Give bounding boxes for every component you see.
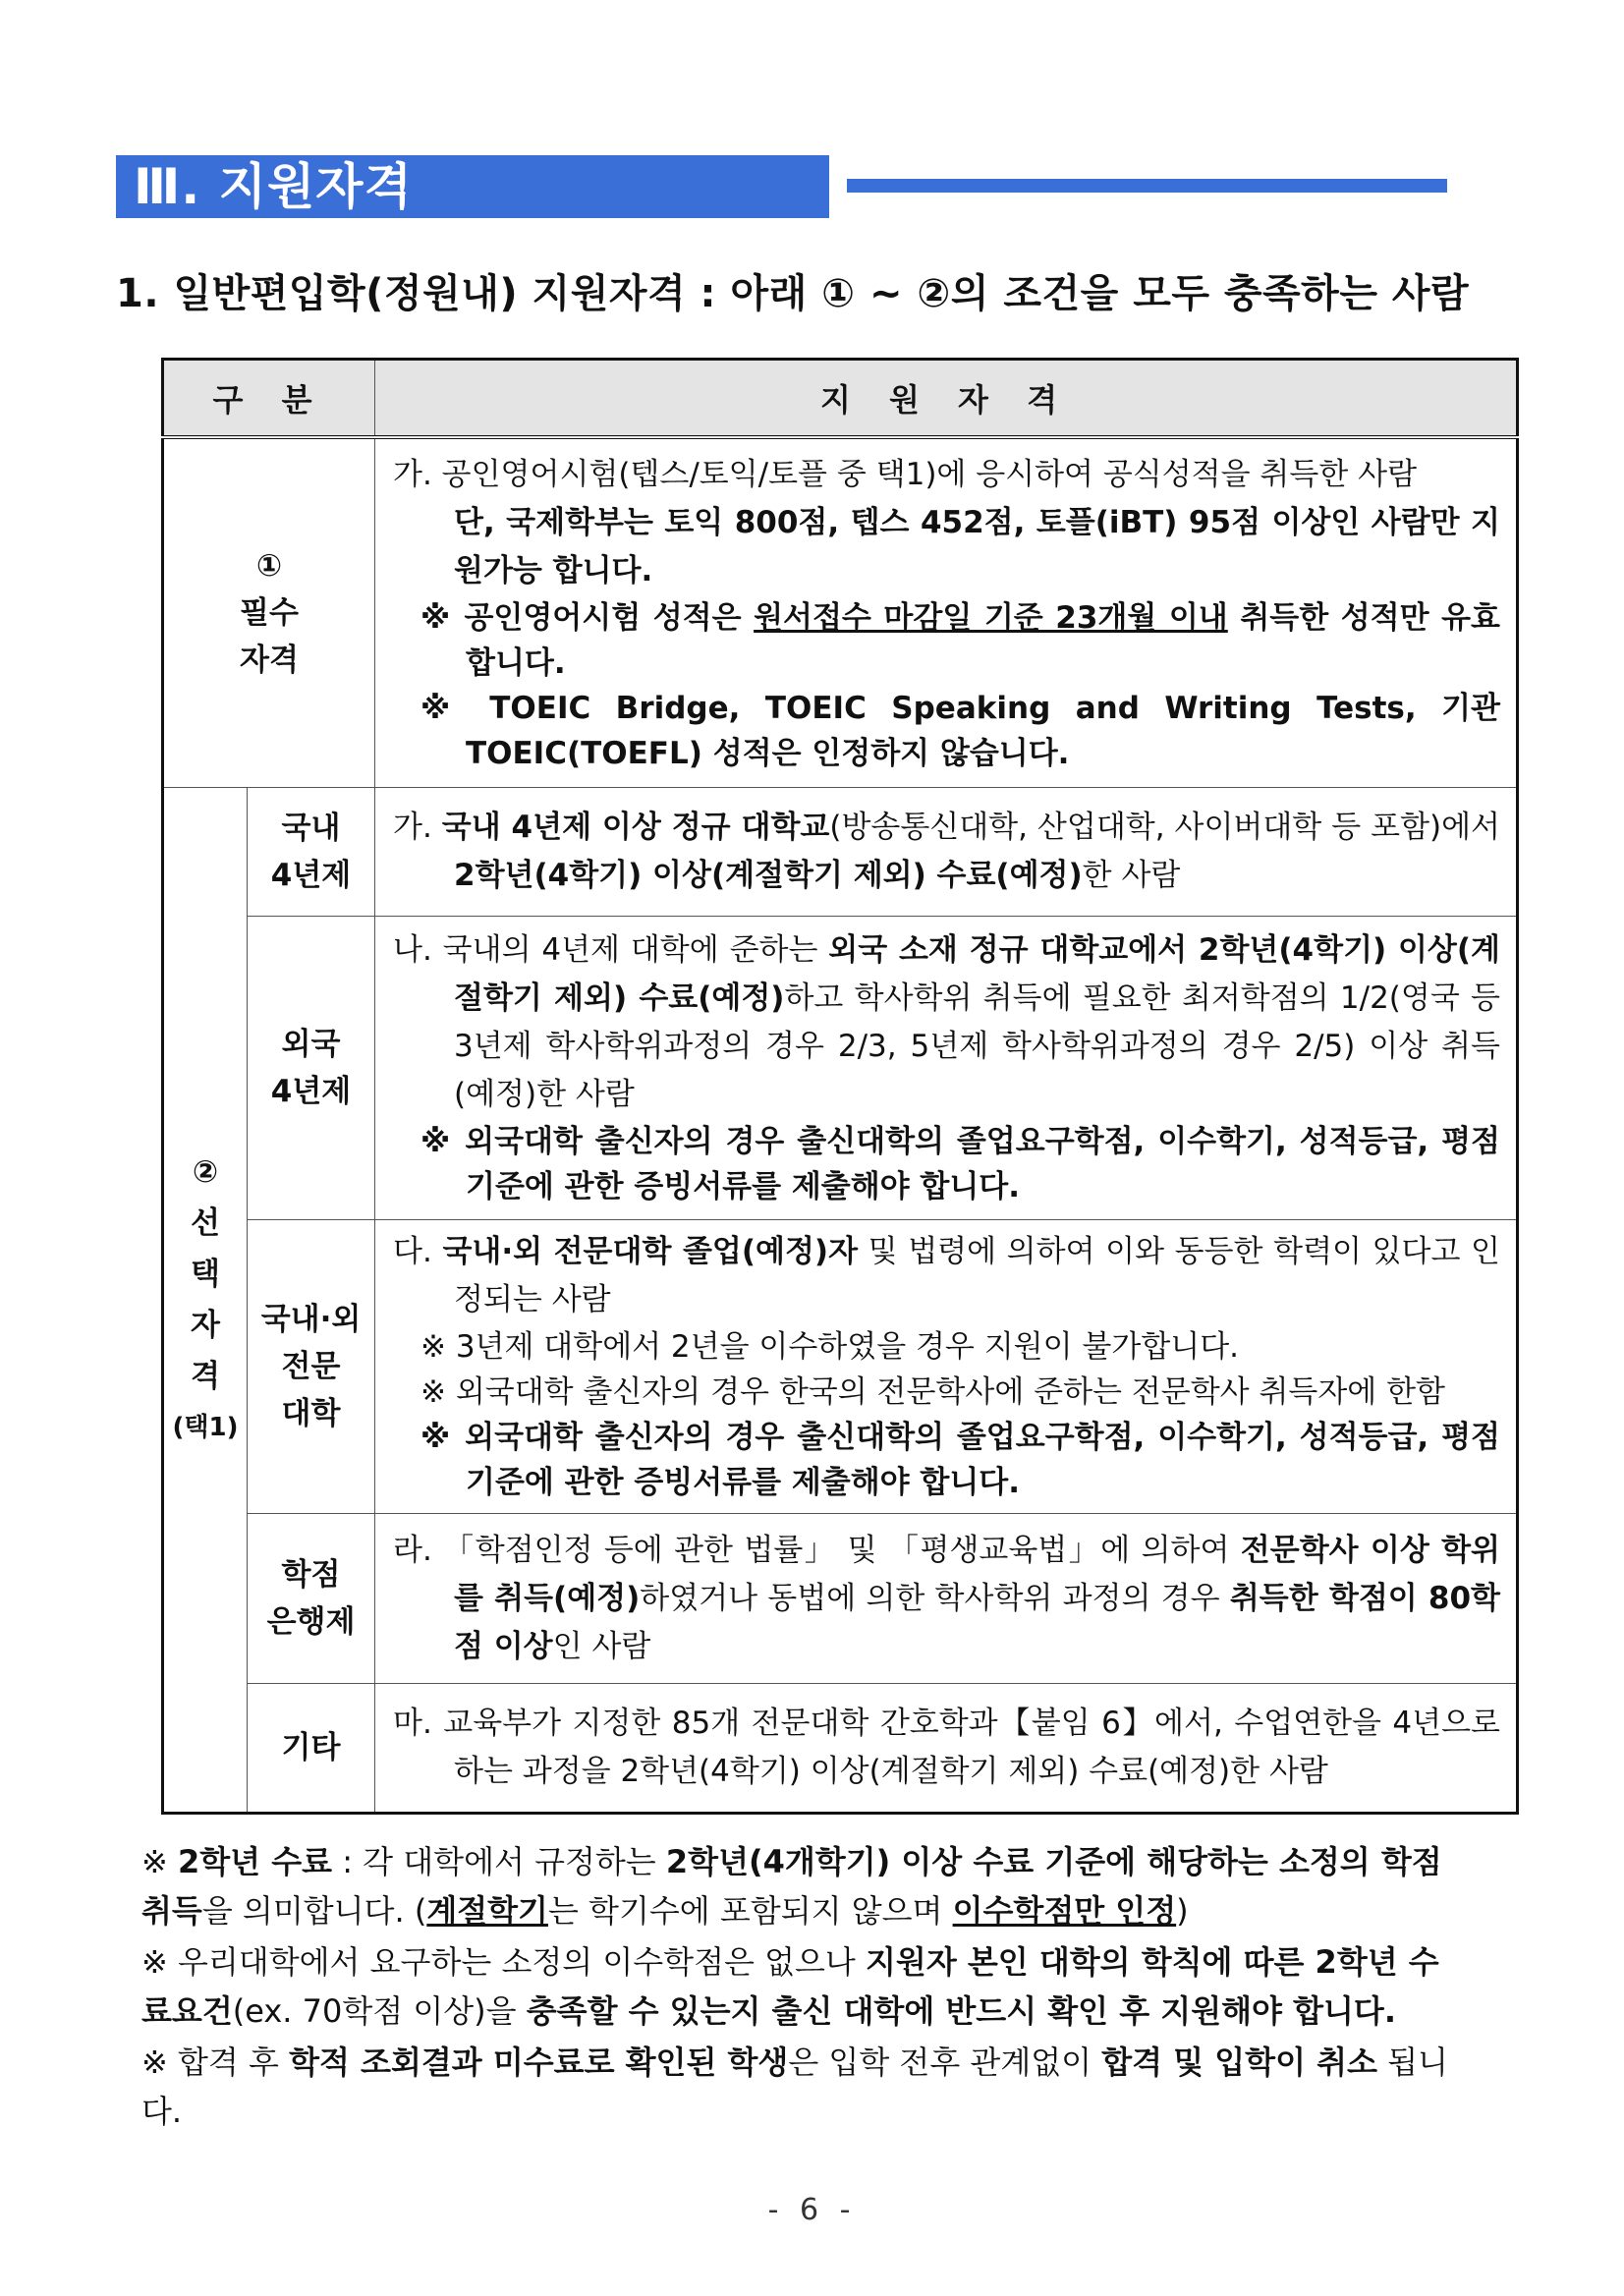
list-item — [393, 804, 1500, 900]
foreign-content — [375, 917, 1518, 1220]
subcategory-label: 국내·외 — [260, 1302, 362, 1337]
footnote-bold: 지원자 본인 대학의 학칙에 따른 2학년 수료요건 — [141, 1943, 1439, 2030]
note-mark: ※ — [420, 599, 465, 636]
footnote-mark: ※ — [141, 1843, 178, 1880]
footnote-text: 을 의미합니다. ( — [201, 1892, 427, 1930]
footnote-bold: 2학년(4개학기) 이상 수료 기준에 해당하는 소정의 학점 취득 — [141, 1843, 1442, 1930]
subcategory-label: 은행제 — [266, 1604, 356, 1640]
subsection-title: 1. 일반편입학(정원내) 지원자격 : 아래 ① ~ ②의 조건을 모두 충족하는 사람 — [116, 271, 1470, 316]
table-row-domestic — [163, 788, 1518, 917]
item-text: 인 사람 — [552, 1628, 651, 1664]
section-title: Ⅲ. 지원자격 — [134, 158, 413, 215]
category-label: 필수 — [240, 595, 299, 631]
item-bold-text: 국내·외 전문대학 졸업(예정)자 — [442, 1234, 859, 1269]
footnote-bold: 합격 및 입학이 취소 — [1101, 2044, 1377, 2081]
category-char: 격 — [191, 1359, 220, 1394]
item-text: 공인영어시험(텝스/토익/토플 중 택1)에 응시하여 공식성적을 취득한 사람 — [441, 456, 1418, 492]
item-text: 국내의 4년제 대학에 준하는 — [442, 932, 829, 968]
item-text: 「학점인정 등에 관한 법률」 및 「평생교육법」에 의하여 — [443, 1532, 1241, 1568]
subcategory-creditbank — [248, 1514, 375, 1684]
footnote-text: 은 입학 전후 관계없이 — [788, 2044, 1102, 2081]
footnote-text: 우리대학에서 요구하는 소정의 이수학점은 없으나 — [177, 1943, 866, 1981]
footnote-text: 합격 후 — [177, 2044, 290, 2081]
header-qualification: 지 원 자 격 — [375, 360, 1518, 438]
footnote-bold: 학적 조회결과 미수료로 확인된 학생 — [289, 2044, 789, 2081]
note — [420, 595, 1500, 686]
footnote-text: 됩니다. — [141, 2044, 1448, 2130]
item-prefix: 다. — [393, 1234, 443, 1269]
table-row-foreign — [163, 917, 1518, 1220]
subcategory-label: 4년제 — [270, 858, 352, 893]
header-category: 구 분 — [163, 360, 375, 438]
subcategory-label: 4년제 — [270, 1074, 352, 1109]
category-number: ① — [255, 548, 283, 584]
item-text: 하고 학사학위 취득에 필요한 최저학점의 1/2(영국 등 3년제 학사학위과정의 경우 2/3, 5년제 학사학위과정의 경우 2/5) 이상 취득(예정)한 사람 — [454, 980, 1500, 1112]
subcategory-label: 기타 — [281, 1730, 341, 1765]
footnote-mark: ※ — [141, 1943, 178, 1981]
note-text: 취득한 성적만 유효합니다. — [466, 599, 1500, 681]
item-text: 교육부가 지정한 85개 전문대학 간호학과【붙임 6】에서, 수업연한을 4년으로 하는 과정을 2학년(4학기) 이상(계절학기 제외) 수료(예정)한 사람 — [443, 1706, 1500, 1789]
category-number: ② — [192, 1154, 219, 1190]
footnote-underlined: 계절학기 — [426, 1892, 548, 1930]
item-text: 및 법령에 의하여 이와 동등한 학력이 있다고 인정되는 사람 — [454, 1234, 1500, 1317]
footnote-mark: ※ — [141, 2044, 178, 2081]
college-content — [375, 1220, 1518, 1514]
item-text: 하였거나 동법에 의한 학사학위 과정의 경우 — [640, 1580, 1230, 1616]
note: ※ 외국대학 출신자의 경우 출신대학의 졸업요구학점, 이수학기, 성적등급, 평점기준에 관한 증빙서류를 제출해야 합니다. — [420, 1420, 1500, 1500]
table-row-other — [163, 1684, 1518, 1814]
item-bold-text: 국내 4년제 이상 정규 대학교 — [441, 810, 830, 845]
item-text: 한 사람 — [1082, 858, 1181, 893]
note: ※ 3년제 대학에서 2년을 이수하였을 경우 지원이 불가합니다. — [420, 1329, 1240, 1365]
creditbank-content — [375, 1514, 1518, 1684]
footnote-text: 는 학기수에 포함되지 않으며 — [547, 1892, 953, 1930]
footnote-2 — [141, 1937, 1458, 2036]
category-char: 선 — [191, 1205, 220, 1241]
category-required — [163, 437, 375, 788]
item-bold-text: 단, 국제학부는 토익 800점, 텝스 452점, 토플(iBT) 95점 이상인 사람만 지원가능 합니다. — [454, 504, 1500, 588]
table-row-college — [163, 1220, 1518, 1514]
subcategory-label: 외국 — [281, 1027, 341, 1062]
domestic-content — [375, 788, 1518, 917]
other-content — [375, 1684, 1518, 1814]
subcategory-other — [248, 1684, 375, 1814]
item-prefix: 라. — [393, 1532, 444, 1568]
footnote-bold: 2학년 수료 — [177, 1843, 333, 1880]
list-item — [393, 926, 1500, 1119]
footnote-bold: 충족할 수 있는지 출신 대학에 반드시 확인 후 지원해야 합니다. — [526, 1992, 1396, 2030]
qualification-table — [161, 358, 1519, 1815]
item-bold-text: 2학년(4학기) 이상(계절학기 제외) 수료(예정) — [454, 858, 1083, 893]
table-row-required — [163, 437, 1518, 788]
note-text: 공인영어시험 성적은 — [464, 599, 755, 636]
footnote-1 — [141, 1837, 1458, 1935]
item-prefix: 마. — [393, 1706, 444, 1741]
subcategory-domestic — [248, 788, 375, 917]
item-bold-text: 외국 소재 정규 대학교에서 2학년(4학기) 이상(계절학기 제외) 수료(예정) — [454, 932, 1500, 1016]
section-rule — [847, 179, 1447, 193]
table-row-creditbank — [163, 1514, 1518, 1684]
subcategory-label: 대학 — [281, 1396, 341, 1431]
category-select — [163, 788, 248, 1814]
item-text: (방송통신대학, 산업대학, 사이버대학 등 포함)에서 — [829, 810, 1500, 845]
category-char: 택 — [191, 1257, 220, 1292]
section-heading — [116, 155, 829, 218]
footnote-underlined: 이수학점만 인정 — [952, 1892, 1177, 1930]
page-number: - 6 - — [767, 2193, 857, 2227]
list-item — [393, 1228, 1500, 1324]
footnote-3 — [141, 2038, 1458, 2136]
item-prefix: 나. — [393, 932, 443, 968]
list-item — [393, 1527, 1500, 1671]
list-item — [393, 451, 1500, 595]
note-underlined: 원서접수 마감일 기준 23개월 이내 — [754, 599, 1228, 636]
list-item — [393, 1700, 1500, 1796]
item-bold-text: 취득한 학점이 80학점 이상 — [454, 1580, 1500, 1664]
category-suffix: (택1) — [172, 1413, 239, 1442]
note: ※ 외국대학 출신자의 경우 한국의 전문학사에 준하는 전문학사 취득자에 한함 — [420, 1374, 1445, 1410]
required-content — [375, 437, 1518, 788]
footnote-text: ) — [1176, 1892, 1189, 1930]
item-prefix: 가. — [393, 810, 442, 845]
subcategory-label: 전문 — [281, 1349, 341, 1384]
item-bold-text: 전문학사 이상 학위를 취득(예정) — [454, 1532, 1500, 1616]
note: ※ TOEIC Bridge, TOEIC Speaking and Writing Tests, 기관TOEIC(TOEFL) 성적은 인정하지 않습니다. — [420, 690, 1500, 771]
note: ※ 외국대학 출신자의 경우 출신대학의 졸업요구학점, 이수학기, 성적등급, 평점기준에 관한 증빙서류를 제출해야 합니다. — [420, 1124, 1500, 1204]
category-char: 자 — [191, 1308, 220, 1343]
subcategory-label: 국내 — [281, 811, 341, 846]
subcategory-college — [248, 1220, 375, 1514]
category-label: 자격 — [240, 643, 299, 678]
item-prefix: 가. — [393, 456, 442, 492]
subcategory-foreign — [248, 917, 375, 1220]
footnote-text: : 각 대학에서 규정하는 — [332, 1843, 666, 1880]
table-header-row — [163, 360, 1518, 438]
subcategory-label: 학점 — [281, 1557, 341, 1593]
footnote-text: (ex. 70학점 이상)을 — [232, 1992, 527, 2030]
